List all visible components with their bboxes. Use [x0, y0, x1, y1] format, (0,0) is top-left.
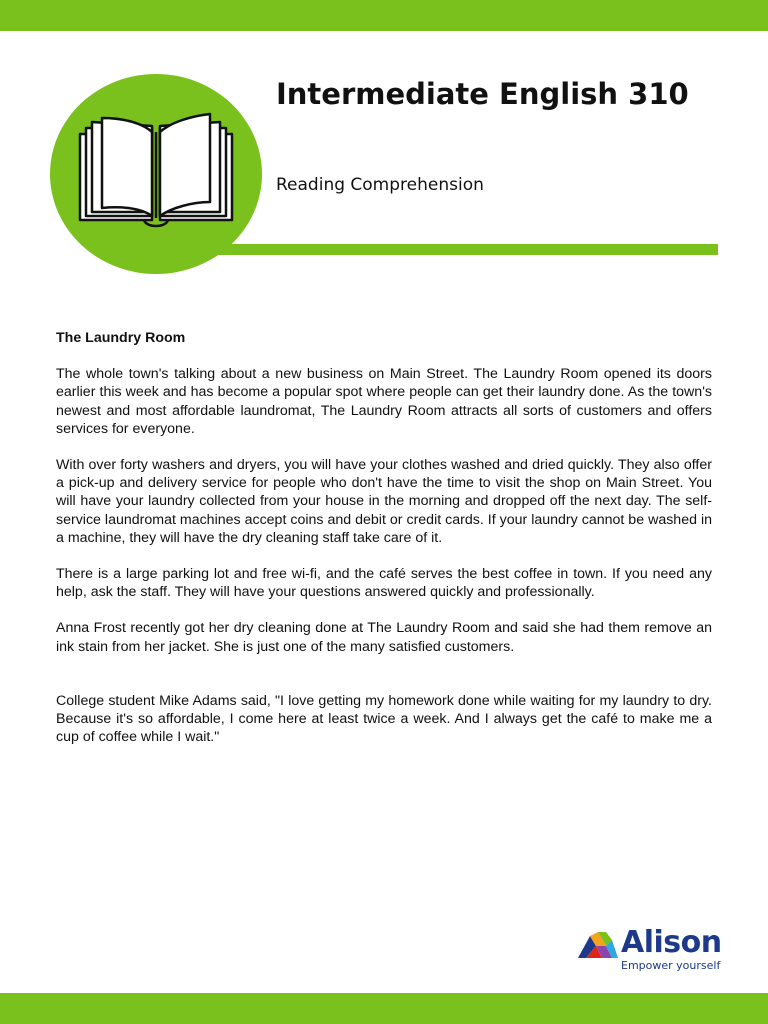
- document-title: Intermediate English 310: [276, 77, 689, 111]
- article-paragraph-4: Anna Frost recently got her dry cleaning done at The Laundry Room and said she had them remove an ink stain from her jacket. She is just one of the many satisfied customers.: [56, 620, 712, 655]
- document-subtitle: Reading Comprehension: [276, 175, 484, 195]
- article-body: [56, 329, 712, 764]
- bottom-accent-bar: [0, 993, 768, 1024]
- article-paragraph-3: There is a large parking lot and free wi-fi, and the café serves the best coffee in town. If you need any help, ask the staff. They will have your questions answered quickly and professionally.: [56, 566, 712, 601]
- top-accent-bar: [0, 0, 768, 31]
- article-paragraph-5: College student Mike Adams said, "I love getting my homework done while waiting for my laundry to dry. Because it's so affordable, I come here at least twice a week. And I always get the café to make me a cup of coffee while I wait.": [56, 692, 712, 746]
- logo-tagline: Empower yourself: [621, 959, 721, 972]
- article-paragraph-2: With over forty washers and dryers, you will have your clothes washed and dried quickly. They also offer a pick-up and delivery service for people who don't have the time to visit the shop on Main Street. You will have your laundry collected from your house in the morning and dropped off the next day. The self-service laundromat machines accept coins and debit or credit cards. If your laundry cannot be washed in a machine, they will have the dry cleaning staff take care of it.: [56, 457, 712, 546]
- alison-logo: [574, 925, 734, 976]
- logo-name: Alison: [621, 925, 722, 960]
- alison-logo-icon: [576, 930, 620, 960]
- article-paragraph-1: The whole town's talking about a new business on Main Street. The Laundry Room opened its doors earlier this week and has become a popular spot where people can get their laundry done. As the town's newest and most affordable laundromat, The Laundry Room attracts all sorts of customers and offers services for everyone.: [56, 366, 712, 437]
- article-heading: The Laundry Room: [56, 330, 186, 346]
- header-divider: [210, 244, 718, 255]
- open-book-icon: [76, 112, 236, 232]
